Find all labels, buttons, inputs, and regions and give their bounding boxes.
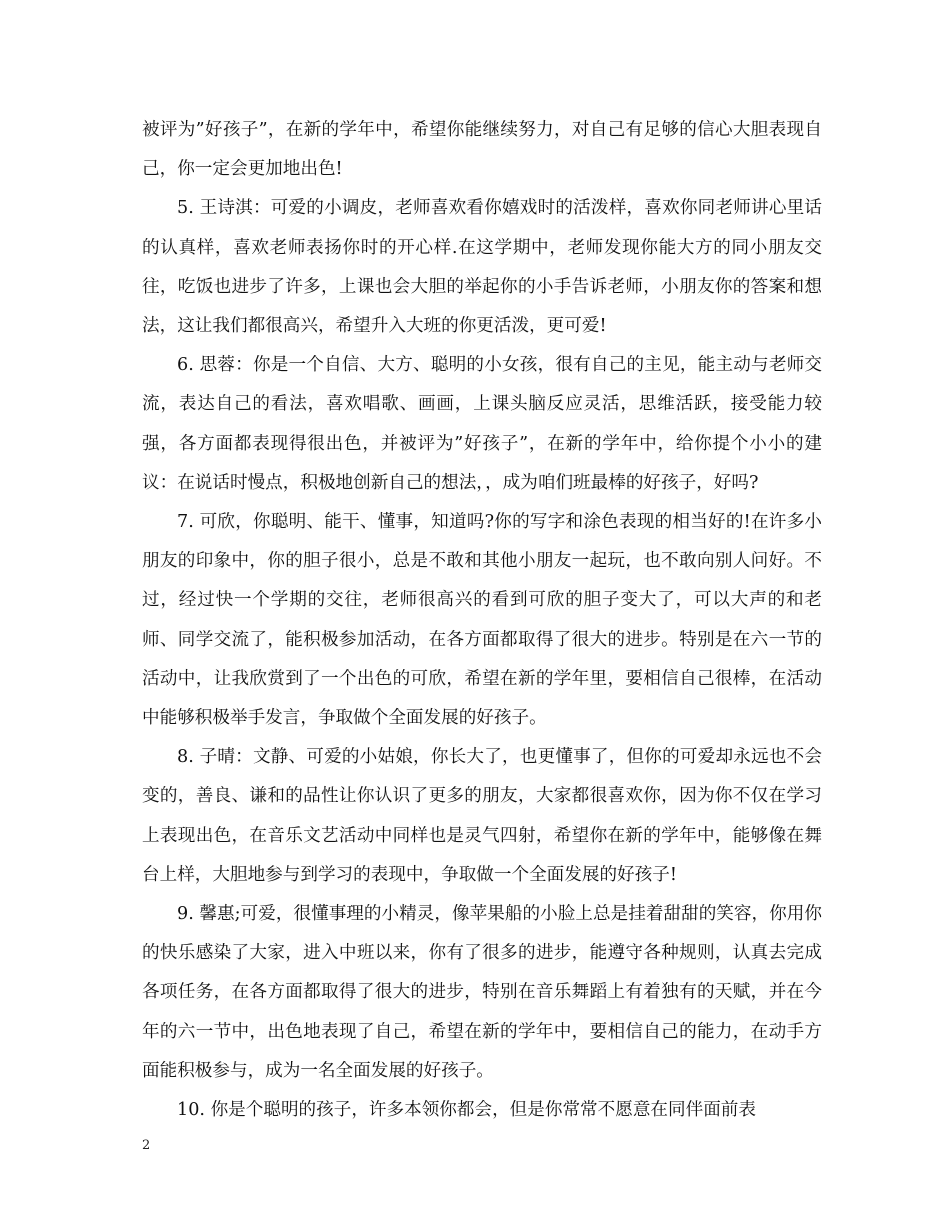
paragraph-item-5: 5. 王诗淇：可爱的小调皮，老师喜欢看你嬉戏时的活泼样，喜欢你同老师讲心里话的认真样，喜欢老师表扬你时的开心样.在这学期中，老师发现你能大方的同小朋友交往，吃饭也进步了许多，上课也会大胆的举起你的小手告诉老师，小朋友你的答案和想法，这让我们都很高兴，希望升入大班的你更活泼，更可爱!	[142, 198, 822, 337]
paragraph-item-7: 7. 可欣，你聪明、能干、懂事，知道吗?你的写字和涂色表现的相当好的!在许多小朋友的印象中，你的胆子很小，总是不敢和其他小朋友一起玩，也不敢向别人问好。不过，经过快一个学期的交往，老师很高兴的看到可欣的胆子变大了，可以大声的和老师、同学交流了，能积极参加活动，在各方面都取得了很大的进步。特别是在六一节的活动中，让我欣赏到了一个出色的可欣，希望在新的学年里，要相信自己很棒，在活动中能够积极举手发言，争取做个全面发展的好孩子。	[142, 512, 822, 729]
paragraph-item-9: 9. 馨惠;可爱，很懂事理的小精灵，像苹果船的小脸上总是挂着甜甜的笑容，你用你的快乐感染了大家，进入中班以来，你有了很多的进步，能遵守各种规则，认真去完成各项任务，在各方面都取得了很大的进步，特别在音乐舞蹈上有着独有的天赋，并在今年的六一节中，出色地表现了自己，希望在新的学年中，要相信自己的能力，在动手方面能积极参与，成为一名全面发展的好孩子。	[142, 904, 822, 1081]
paragraph-item-8: 8. 子晴：文静、可爱的小姑娘，你长大了，也更懂事了，但你的可爱却永远也不会变的，善良、谦和的品性让你认识了更多的朋友，大家都很喜欢你，因为你不仅在学习上表现出色，在音乐文艺活动中同样也是灵气四射，希望你在新的学年中，能够像在舞台上样，大胆地参与到学习的表现中，争取做一个全面发展的好孩子!	[142, 747, 822, 885]
paragraph-item-6: 6. 思蓉：你是一个自信、大方、聪明的小女孩，很有自己的主见，能主动与老师交流，表达自己的看法，喜欢唱歌、画画，上课头脑反应灵活，思维活跃，接受能力较强，各方面都表现得很出色，并被评为”好孩子”，在新的学年中，给你提个小小的建议：在说话时慢点，积极地创新自己的想法，，成为咱们班最棒的好孩子，好吗?	[142, 355, 822, 493]
paragraph-item-10: 10. 你是个聪明的孩子，许多本领你都会，但是你常常不愿意在同伴面前表	[177, 1100, 756, 1121]
page-number: 2	[142, 1138, 151, 1153]
paragraph-continuation: 被评为”好孩子”，在新的学年中，希望你能继续努力，对自己有足够的信心大胆表现自己，你一定会更加地出色!	[142, 120, 822, 180]
document-body	[142, 111, 822, 1130]
